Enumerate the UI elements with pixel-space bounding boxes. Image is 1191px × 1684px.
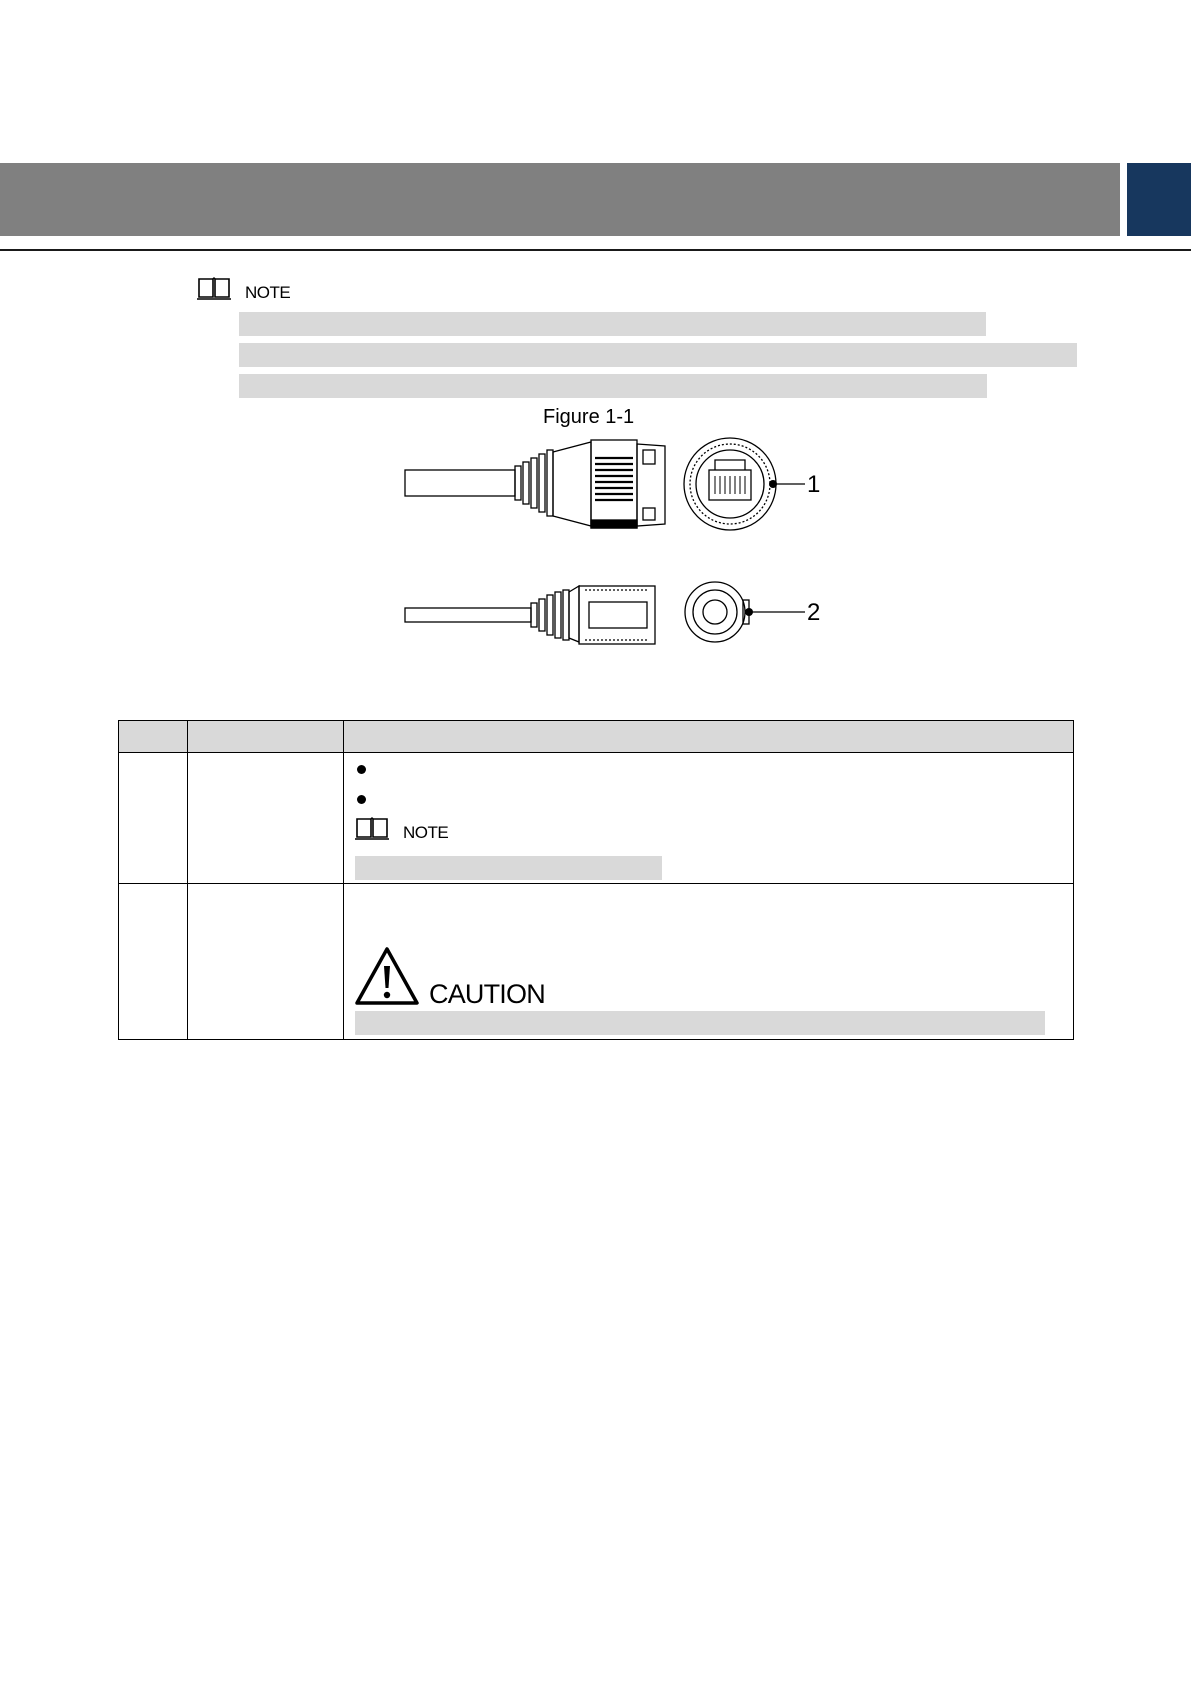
port-table	[118, 720, 1074, 1040]
callout-dot-1	[769, 480, 777, 488]
table-header-cell	[119, 721, 188, 753]
warning-triangle-icon	[354, 946, 420, 1006]
redacted-note-line	[239, 312, 986, 336]
note-label: NOTE	[245, 283, 291, 302]
table-cell	[119, 884, 188, 1040]
table-cell	[188, 753, 344, 884]
table-header-row	[119, 721, 1074, 753]
table-header-cell	[188, 721, 344, 753]
power-connector-drawing	[405, 582, 805, 644]
table-cell	[188, 884, 344, 1040]
book-icon	[196, 275, 232, 301]
header-bar	[0, 163, 1120, 236]
table-row	[119, 753, 1074, 884]
redacted-note-line	[239, 374, 987, 398]
redacted-note-line	[239, 343, 1077, 367]
callout-dot-2	[745, 608, 753, 616]
table-row	[119, 884, 1074, 1040]
redacted-note-line	[355, 856, 662, 880]
network-connector-drawing	[405, 438, 805, 530]
table-header-cell	[344, 721, 1074, 753]
figure-caption: Figure 1-1	[543, 406, 635, 428]
table-cell-description	[344, 884, 1074, 1040]
redacted-caution-line	[355, 1011, 1045, 1035]
bullet-icon	[357, 765, 366, 774]
cable-connectors-figure	[395, 430, 885, 650]
callout-number-1: 1	[807, 471, 821, 498]
table-cell-description	[344, 753, 1074, 884]
header-rule	[0, 249, 1191, 251]
caution-label: CAUTION	[429, 979, 545, 1009]
note-label: NOTE	[403, 823, 449, 842]
callout-number-2: 2	[807, 599, 821, 626]
bullet-icon	[357, 795, 366, 804]
header-accent-block	[1127, 163, 1191, 236]
book-icon	[354, 815, 390, 841]
table-cell	[119, 753, 188, 884]
